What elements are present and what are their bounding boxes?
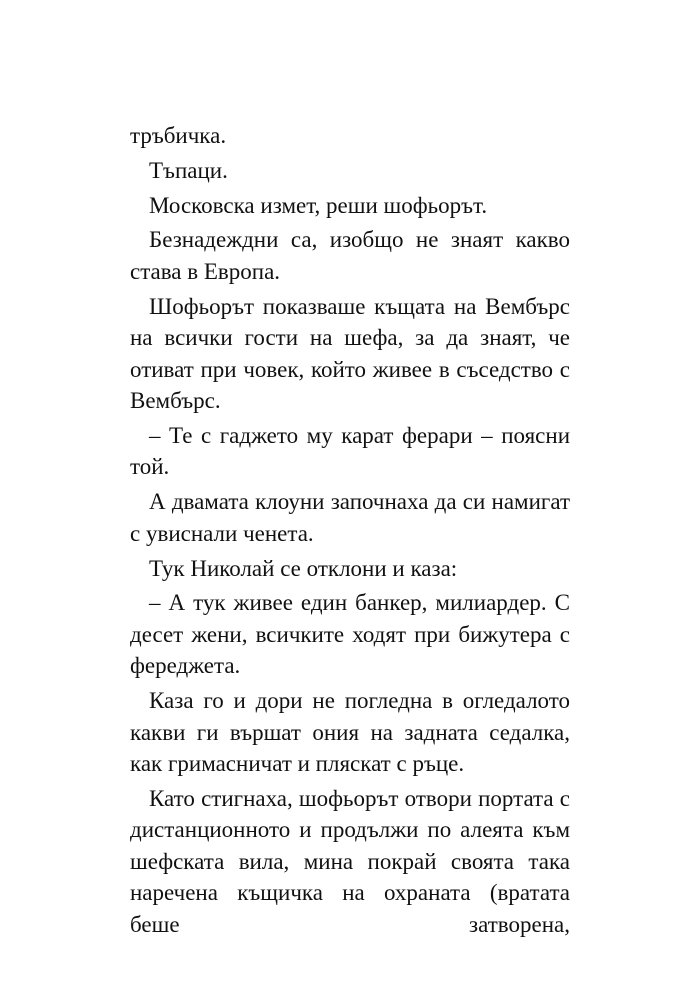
- paragraph-7: А двамата клоуни започнаха да си намигат с увиснали ченета.: [130, 489, 570, 546]
- paragraph-4: Безнадеждни са, изобщо не знаят какво става в Европа.: [130, 227, 570, 284]
- paragraph-10: Каза го и дори не погледна в огледалото какви ги вършат ония на задната седалка, как гримасничат и пляскат с ръце.: [130, 688, 570, 777]
- paragraph-8: Тук Николай се отклони и каза:: [149, 555, 458, 581]
- paragraph-11: Като стигнаха, шофьорът отвори портата с дистанционното и продължи по алеята към шефската вила, мина покрай своята така наречена къщичка на охраната (вратата беше затворена,: [130, 785, 570, 937]
- paragraph-2: Тъпаци.: [149, 157, 228, 183]
- paragraph-1: тръбичка.: [130, 123, 227, 148]
- paragraph-6: – Те с гаджето му карат ферари – поясни той.: [130, 422, 570, 480]
- book-page: [130, 120, 570, 944]
- paragraph-3: Московска измет, реши шофьорът.: [149, 192, 488, 218]
- paragraph-5: Шофьорът показваше къщата на Вембърс на всички гости на шефа, за да знаят, че отиват при човек, който живее в съседство с Вембърс.: [130, 293, 570, 414]
- paragraph-9: – А тук живее един банкер, милиардер. С десет жени, всичките ходят при бижутера с фереджета.: [130, 590, 570, 679]
